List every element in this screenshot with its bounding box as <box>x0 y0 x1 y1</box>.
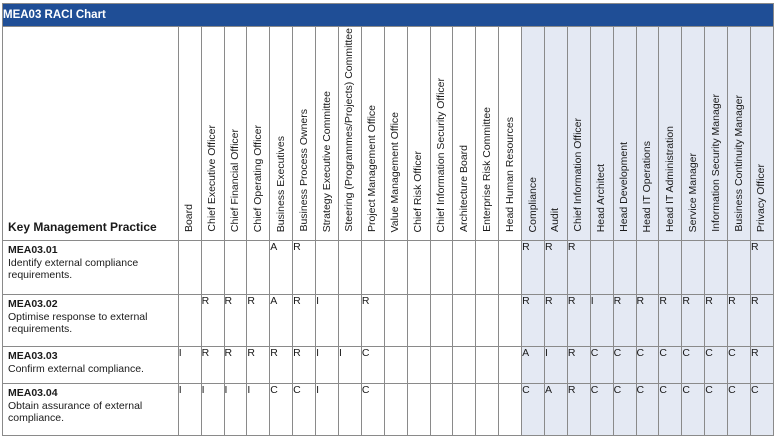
raci-cell: I <box>224 384 247 436</box>
raci-cell: R <box>636 295 659 347</box>
role-label: Compliance <box>526 176 539 232</box>
practice-cell <box>3 347 179 384</box>
raci-cell: I <box>178 347 201 384</box>
raci-table <box>2 3 774 436</box>
raci-cell <box>453 384 476 436</box>
raci-cell: C <box>636 384 659 436</box>
raci-cell <box>682 241 705 295</box>
title-row <box>3 4 774 27</box>
raci-cell: C <box>636 347 659 384</box>
practice-description: Optimise response to external requirements. <box>8 310 148 335</box>
role-header <box>476 27 499 241</box>
raci-cell: I <box>590 295 613 347</box>
role-label: Business Continuity Manager <box>732 95 745 232</box>
raci-cell: C <box>659 347 682 384</box>
raci-cell: R <box>361 295 384 347</box>
raci-cell: R <box>750 295 773 347</box>
raci-cell: R <box>567 241 590 295</box>
practice-id: MEA03.02 <box>8 298 58 310</box>
raci-cell <box>384 347 407 384</box>
key-practice-header: Key Management Practice <box>3 27 179 241</box>
raci-cell: C <box>659 384 682 436</box>
role-label: Head IT Administration <box>663 125 676 232</box>
role-header <box>590 27 613 241</box>
role-header <box>247 27 270 241</box>
role-label: Chief Operating Officer <box>251 124 264 232</box>
role-label: Strategy Executive Committee <box>320 90 333 232</box>
raci-cell: C <box>682 347 705 384</box>
raci-cell: C <box>361 384 384 436</box>
raci-cell: R <box>567 295 590 347</box>
role-label: Information Security Manager <box>709 94 722 232</box>
raci-cell: I <box>247 384 270 436</box>
role-label: Head IT Operations <box>640 140 653 232</box>
raci-cell: A <box>544 384 567 436</box>
role-header <box>384 27 407 241</box>
role-header <box>659 27 682 241</box>
raci-cell: R <box>567 384 590 436</box>
raci-cell <box>430 347 453 384</box>
raci-cell: I <box>338 347 361 384</box>
raci-cell <box>384 241 407 295</box>
role-header <box>316 27 339 241</box>
practice-cell <box>3 295 179 347</box>
role-label: Business Process Owners <box>297 109 310 232</box>
raci-cell: R <box>544 241 567 295</box>
role-header <box>522 27 545 241</box>
raci-cell: C <box>682 384 705 436</box>
raci-cell: R <box>522 295 545 347</box>
raci-cell <box>499 241 522 295</box>
role-header <box>293 27 316 241</box>
role-label: Architecture Board <box>457 145 470 232</box>
role-label: Steering (Programmes/Projects) Committee <box>343 28 356 232</box>
role-label: Value Management Office <box>389 111 402 232</box>
practice-description: Obtain assurance of external compliance. <box>8 399 143 424</box>
raci-cell: R <box>247 295 270 347</box>
raci-cell: I <box>544 347 567 384</box>
raci-cell <box>590 241 613 295</box>
chart-title: MEA03 RACI Chart <box>3 4 774 27</box>
practice-id: MEA03.03 <box>8 350 58 362</box>
raci-cell <box>499 384 522 436</box>
raci-cell <box>636 241 659 295</box>
role-header <box>453 27 476 241</box>
role-header <box>705 27 728 241</box>
raci-cell <box>316 241 339 295</box>
practice-id: MEA03.04 <box>8 387 58 399</box>
raci-cell: I <box>316 295 339 347</box>
raci-cell <box>613 241 636 295</box>
raci-cell: A <box>522 347 545 384</box>
raci-cell: R <box>270 347 293 384</box>
role-label: Chief Financial Officer <box>228 128 241 232</box>
role-header <box>613 27 636 241</box>
raci-cell: A <box>270 241 293 295</box>
raci-cell <box>338 295 361 347</box>
role-header <box>338 27 361 241</box>
role-header <box>430 27 453 241</box>
raci-cell <box>430 384 453 436</box>
raci-cell <box>476 384 499 436</box>
raci-cell: R <box>293 295 316 347</box>
raci-cell <box>384 295 407 347</box>
raci-cell: R <box>247 347 270 384</box>
raci-cell <box>476 241 499 295</box>
role-label: Service Manager <box>686 152 699 232</box>
practice-description: Confirm external compliance. <box>8 362 144 375</box>
raci-cell: C <box>750 384 773 436</box>
raci-cell <box>499 295 522 347</box>
raci-cell: I <box>178 384 201 436</box>
role-label: Enterprise Risk Committee <box>480 107 493 232</box>
raci-cell: I <box>316 384 339 436</box>
raci-cell: I <box>316 347 339 384</box>
practice-id: MEA03.01 <box>8 244 58 256</box>
raci-cell: R <box>750 241 773 295</box>
raci-cell: C <box>590 384 613 436</box>
practice-description: Identify external compliance requirements. <box>8 256 139 281</box>
raci-cell: R <box>682 295 705 347</box>
role-label: Privacy Officer <box>755 163 768 232</box>
raci-cell <box>453 295 476 347</box>
raci-cell <box>453 241 476 295</box>
raci-cell: C <box>522 384 545 436</box>
raci-cell: R <box>705 295 728 347</box>
raci-cell: R <box>659 295 682 347</box>
raci-cell: C <box>728 347 751 384</box>
raci-cell <box>430 241 453 295</box>
raci-cell: C <box>590 347 613 384</box>
raci-cell: R <box>293 241 316 295</box>
role-header <box>567 27 590 241</box>
role-label: Head Human Resources <box>503 117 516 232</box>
raci-cell <box>705 241 728 295</box>
role-header <box>728 27 751 241</box>
raci-cell <box>178 295 201 347</box>
raci-cell <box>178 241 201 295</box>
practice-cell <box>3 241 179 295</box>
raci-cell: R <box>224 295 247 347</box>
role-header <box>178 27 201 241</box>
raci-cell: C <box>613 347 636 384</box>
raci-cell: A <box>270 295 293 347</box>
role-label: Project Management Office <box>366 104 379 232</box>
raci-cell <box>224 241 247 295</box>
role-header <box>682 27 705 241</box>
practice-row <box>3 347 774 384</box>
raci-cell: C <box>728 384 751 436</box>
role-label: Board <box>183 203 196 232</box>
raci-body <box>3 241 774 436</box>
raci-cell: C <box>293 384 316 436</box>
raci-cell: C <box>705 384 728 436</box>
role-header <box>407 27 430 241</box>
role-header <box>270 27 293 241</box>
raci-cell: C <box>270 384 293 436</box>
role-header <box>636 27 659 241</box>
role-label: Chief Executive Officer <box>206 125 219 232</box>
raci-cell: R <box>750 347 773 384</box>
raci-cell: R <box>567 347 590 384</box>
role-label: Head Development <box>618 142 631 232</box>
raci-cell <box>407 347 430 384</box>
raci-cell <box>338 241 361 295</box>
practice-cell <box>3 384 179 436</box>
practice-row <box>3 384 774 436</box>
role-header <box>499 27 522 241</box>
raci-cell <box>361 241 384 295</box>
raci-cell <box>338 384 361 436</box>
raci-cell <box>476 347 499 384</box>
role-header <box>201 27 224 241</box>
raci-cell <box>728 241 751 295</box>
raci-cell: R <box>522 241 545 295</box>
role-label: Business Executives <box>274 135 287 232</box>
raci-cell: R <box>728 295 751 347</box>
role-header <box>750 27 773 241</box>
raci-cell: C <box>361 347 384 384</box>
raci-cell <box>407 241 430 295</box>
raci-cell <box>384 384 407 436</box>
raci-cell <box>201 241 224 295</box>
raci-cell <box>476 295 499 347</box>
raci-cell <box>407 295 430 347</box>
role-label: Chief Risk Officer <box>412 150 425 232</box>
raci-cell: R <box>224 347 247 384</box>
role-label: Audit <box>549 208 562 232</box>
raci-cell <box>247 241 270 295</box>
role-header <box>544 27 567 241</box>
raci-cell: C <box>613 384 636 436</box>
raci-cell <box>499 347 522 384</box>
practice-row <box>3 295 774 347</box>
raci-cell <box>453 347 476 384</box>
raci-cell: R <box>544 295 567 347</box>
role-header <box>361 27 384 241</box>
role-label: Chief Information Security Officer <box>434 77 447 232</box>
raci-cell <box>407 384 430 436</box>
raci-cell: R <box>201 295 224 347</box>
raci-cell <box>430 295 453 347</box>
raci-cell <box>659 241 682 295</box>
raci-cell: R <box>201 347 224 384</box>
role-label: Head Architect <box>595 163 608 232</box>
role-label: Chief Information Officer <box>572 118 585 232</box>
practice-row <box>3 241 774 295</box>
role-header <box>224 27 247 241</box>
raci-cell: R <box>613 295 636 347</box>
raci-cell: C <box>705 347 728 384</box>
raci-cell: I <box>201 384 224 436</box>
raci-cell: R <box>293 347 316 384</box>
header-row <box>3 27 774 241</box>
